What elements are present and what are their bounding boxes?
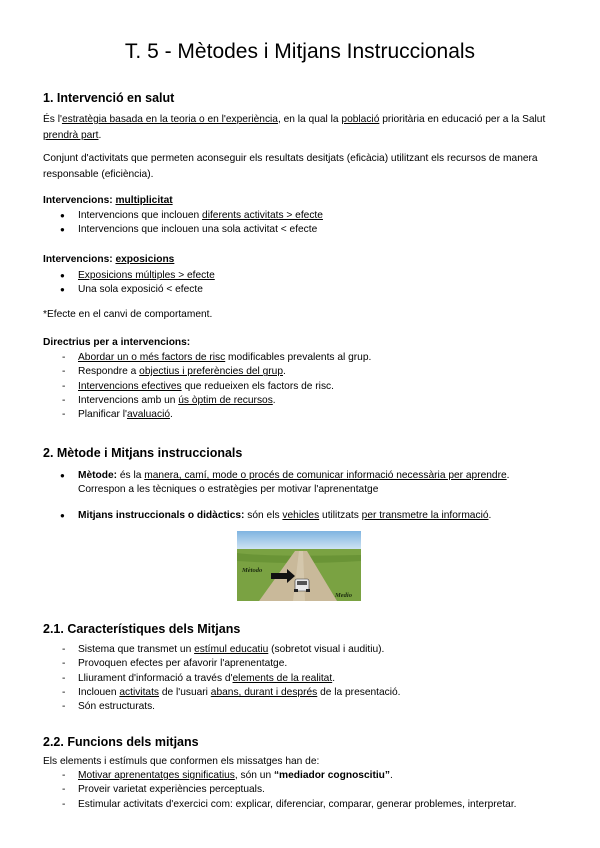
section-2-2-heading: 2.2. Funcions dels mitjans bbox=[43, 735, 199, 749]
list-item: - Abordar un o més factors de risc modificables prevalents al grup. bbox=[60, 351, 371, 365]
section-1-heading: 1. Intervenció en salut bbox=[43, 91, 175, 105]
exposicions-label: Intervencions: exposicions bbox=[43, 254, 175, 265]
list-item: ● Una sola exposició < efecte bbox=[60, 283, 215, 297]
page-title: T. 5 - Mètodes i Mitjans Instruccionals bbox=[124, 40, 476, 63]
list-item: ● Intervencions que inclouen diferents activitats > efecte bbox=[60, 209, 323, 223]
road-label-metode: Mètodo bbox=[242, 567, 263, 574]
section-2-heading: 2. Mètode i Mitjans instruccionals bbox=[43, 446, 243, 460]
funcions-list bbox=[60, 769, 517, 812]
caracteristiques-list bbox=[60, 643, 401, 714]
multiplicitat-list bbox=[60, 209, 323, 237]
list-item: - Són estructurats. bbox=[60, 700, 401, 714]
list-item: ● Exposicions múltiples > efecte bbox=[60, 269, 215, 283]
list-item: - Provoquen efectes per afavorir l'aprenentatge. bbox=[60, 657, 401, 671]
list-item: - Lliurament d'informació a través d'elements de la realitat. bbox=[60, 672, 401, 686]
list-item: ● Mètode: és la manera, camí, mode o procés de comunicar informació necessària per aprendre. Correspon a les tècniques o estratègies per motivar l'aprenentatge bbox=[60, 469, 558, 497]
car-icon bbox=[294, 579, 310, 592]
s1-paragraph-2: Conjunt d'activitats que permeten aconseguir els resultats desitjats (eficàcia) utilitzant els recursos de manera responsable (eficiència). bbox=[43, 153, 538, 180]
list-item: - Sistema que transmet un estímul educatiu (sobretot visual i auditiu). bbox=[60, 643, 401, 657]
list-item: ● Mitjans instruccionals o didàctics: són els vehicles utilitzats per transmetre la informació. bbox=[60, 509, 558, 523]
exposicions-list bbox=[60, 269, 215, 297]
list-item: ● Intervencions que inclouen una sola activitat < efecte bbox=[60, 223, 323, 237]
effect-note: *Efecte en el canvi de comportament. bbox=[43, 309, 213, 320]
funcions-intro: Els elements i estímuls que conformen els missatges han de: bbox=[43, 756, 320, 767]
list-item: - Motivar aprenentatges significatius, són un “mediador cognoscitiu”. bbox=[60, 769, 517, 783]
list-item: - Intervencions amb un ús òptim de recursos. bbox=[60, 394, 371, 408]
s1-paragraph-1: És l'estratègia basada en la teoria o en l'experiència, en la qual la població prioritària en educació per a la Salut prendrà part. bbox=[43, 114, 546, 141]
list-item: - Estimular activitats d'exercici com: explicar, diferenciar, comparar, generar problemes, interpretar. bbox=[60, 798, 517, 812]
multiplicitat-label: Intervencions: multiplicitat bbox=[43, 195, 173, 206]
list-item: - Planificar l'avaluació. bbox=[60, 408, 371, 422]
list-item: - Proveir varietat experiències perceptuals. bbox=[60, 783, 517, 797]
mitjans-list bbox=[60, 509, 558, 523]
directrius-label: Directrius per a intervencions: bbox=[43, 337, 191, 348]
method-road-image bbox=[237, 531, 361, 601]
section-2-1-heading: 2.1. Característiques dels Mitjans bbox=[43, 622, 241, 636]
metode-list bbox=[60, 469, 558, 497]
list-item: - Intervencions efectives que redueixen els factors de risc. bbox=[60, 380, 371, 394]
list-item: - Respondre a objectius i preferències del grup. bbox=[60, 365, 371, 379]
sky bbox=[237, 531, 361, 551]
road-label-medio: Medio bbox=[335, 592, 352, 599]
directrius-list bbox=[60, 351, 371, 422]
list-item: - Inclouen activitats de l'usuari abans, durant i després de la presentació. bbox=[60, 686, 401, 700]
